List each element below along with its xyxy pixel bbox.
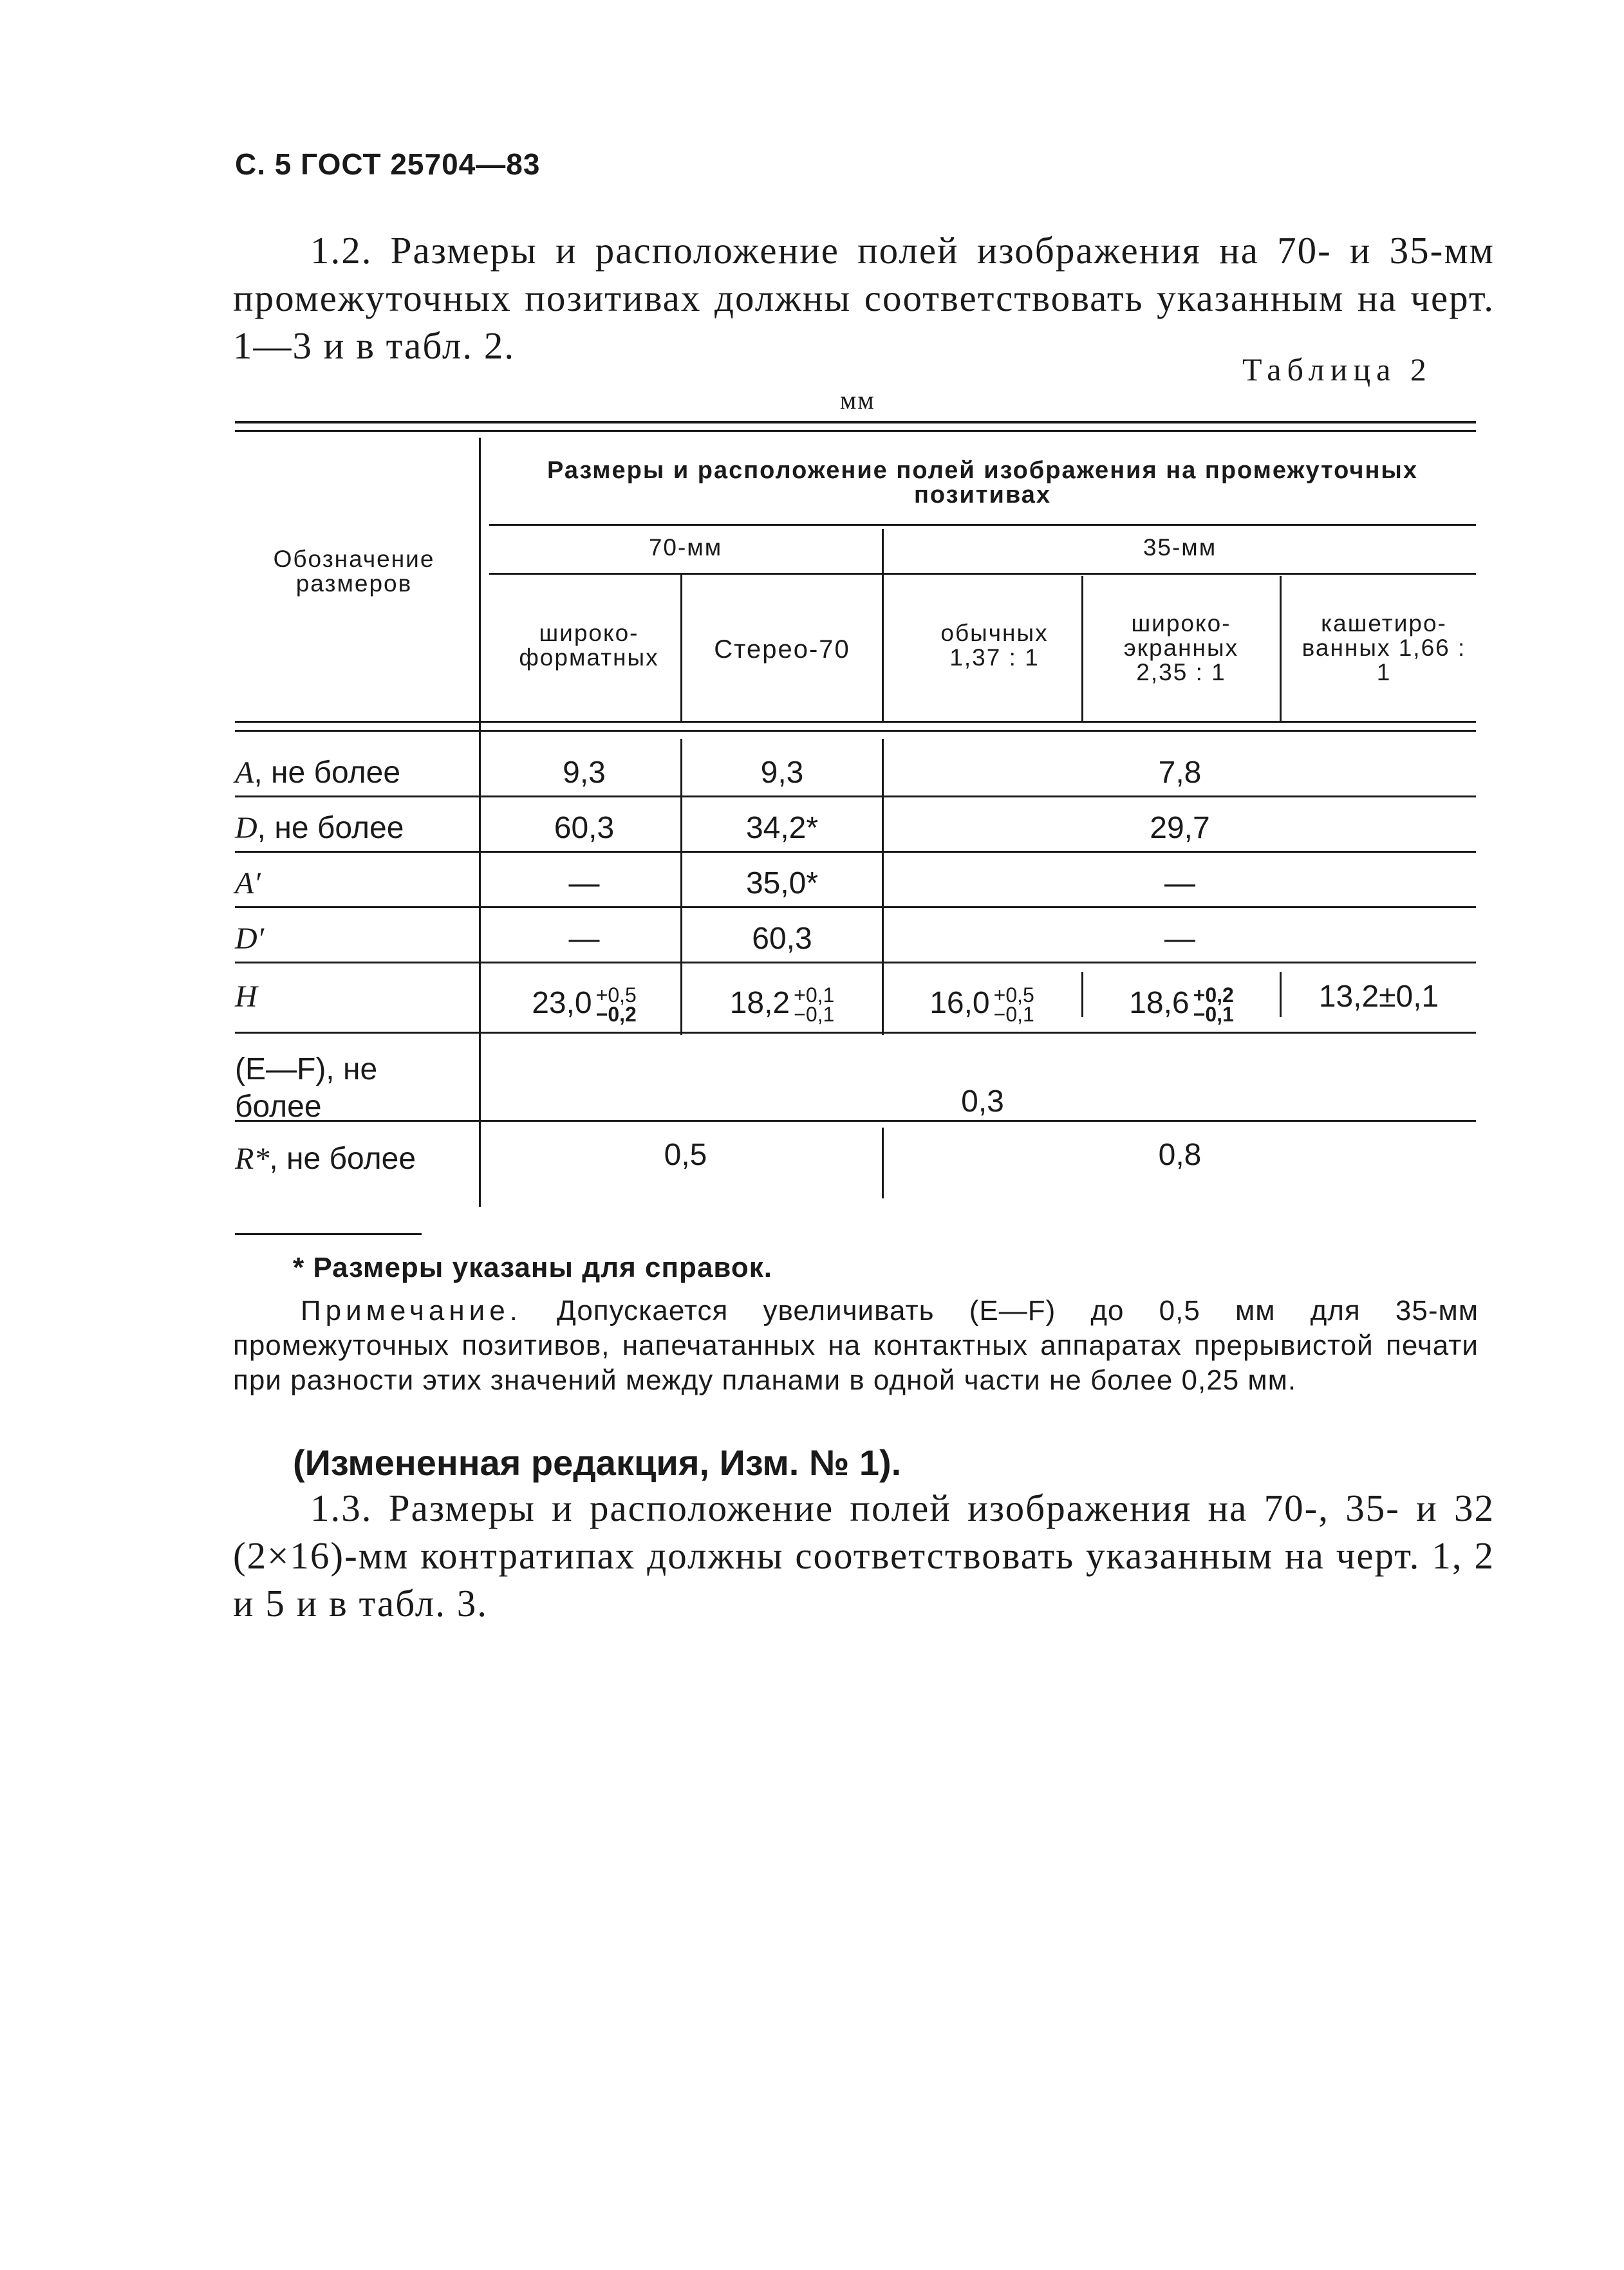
cell-ef: 0,3 [961, 1084, 1004, 1119]
cell-dprime-35mm: — [1164, 922, 1195, 956]
cell-h-normal: 16,0 +0,5 −0,1 [929, 983, 1034, 1027]
table-units: мм [840, 386, 875, 414]
cell-h-stereo: 18,2 +0,1 −0,1 [729, 983, 835, 1027]
row-label-r: R*, не более [235, 1142, 416, 1176]
header-masked: кашетиро-ванных 1,66 : 1 [1302, 610, 1466, 685]
footnote-rule [235, 1233, 422, 1235]
header-normal: обычных 1,37 : 1 [940, 620, 1049, 671]
cell-dprime-wide: — [568, 922, 600, 956]
cell-d-35mm: 29,7 [1150, 811, 1210, 845]
cell-r-35mm: 0,8 [1158, 1138, 1202, 1172]
paragraph-1-3: 1.3. Размеры и расположение полей изображения на 70-, 35- и 32 (2×16)-мм контратипах должны соответствовать указанным на черт. 1, 2 и 5 и в табл. 3. [233, 1487, 1495, 1624]
row-label-h: H [235, 980, 257, 1014]
cell-aprime-stereo: 35,0* [745, 866, 819, 900]
row-label-a-prime: A′ [235, 866, 261, 900]
cell-r-70mm: 0,5 [664, 1138, 707, 1172]
header-widescreen: широко-экранных 2,35 : 1 [1123, 610, 1239, 685]
cell-a-35mm: 7,8 [1158, 756, 1202, 790]
row-label-d-prime: D′ [235, 922, 265, 956]
cell-h-wide: 23,0 +0,5 −0,2 [532, 983, 637, 1027]
row-label-ef: (E—F), не более [235, 1052, 378, 1124]
header-stereo70: Стерео-70 [714, 635, 850, 664]
paragraph-1-2: 1.2. Размеры и расположение полей изображения на 70- и 35-мм промежуточных позитивах должны соответствовать указанным на черт. 1—3 и в табл. 2. [233, 229, 1495, 367]
cell-a-wide: 9,3 [563, 756, 606, 790]
page-header: С. 5 ГОСТ 25704—83 [235, 147, 541, 181]
cell-h-masked: 13,2±0,1 [1318, 980, 1439, 1014]
cell-d-stereo: 34,2* [745, 811, 819, 845]
header-wide-format: широко-форматных [519, 620, 659, 671]
header-35mm: 35-мм [1143, 534, 1217, 561]
footnote: * Размеры указаны для справок. [293, 1252, 772, 1283]
header-designation: Обозначение размеров [273, 546, 435, 597]
note: Примечание. Допускается увеличивать (E—F) до 0,5 мм для 35-мм промежуточных позитивов, напечатанных на контактных аппаратах прерывистой печати при разности этих значений между планами в одной части не более 0,25 мм. [233, 1295, 1479, 1396]
cell-aprime-35mm: — [1164, 866, 1195, 900]
cell-d-wide: 60,3 [554, 811, 615, 845]
cell-a-stereo: 9,3 [760, 756, 804, 790]
cell-h-widescreen: 18,6 +0,2 −0,1 [1129, 983, 1234, 1027]
table-caption: Таблица 2 [1242, 351, 1432, 387]
cell-aprime-wide: — [568, 866, 600, 900]
header-70mm: 70-мм [648, 534, 723, 561]
header-group: Размеры и расположение полей изображения на промежуточных позитивах [546, 457, 1419, 508]
cell-dprime-stereo: 60,3 [752, 922, 812, 956]
amendment-note: (Измененная редакция, Изм. № 1). [293, 1442, 902, 1483]
row-label-a: A, не более [235, 756, 401, 790]
row-label-d: D, не более [235, 811, 404, 845]
